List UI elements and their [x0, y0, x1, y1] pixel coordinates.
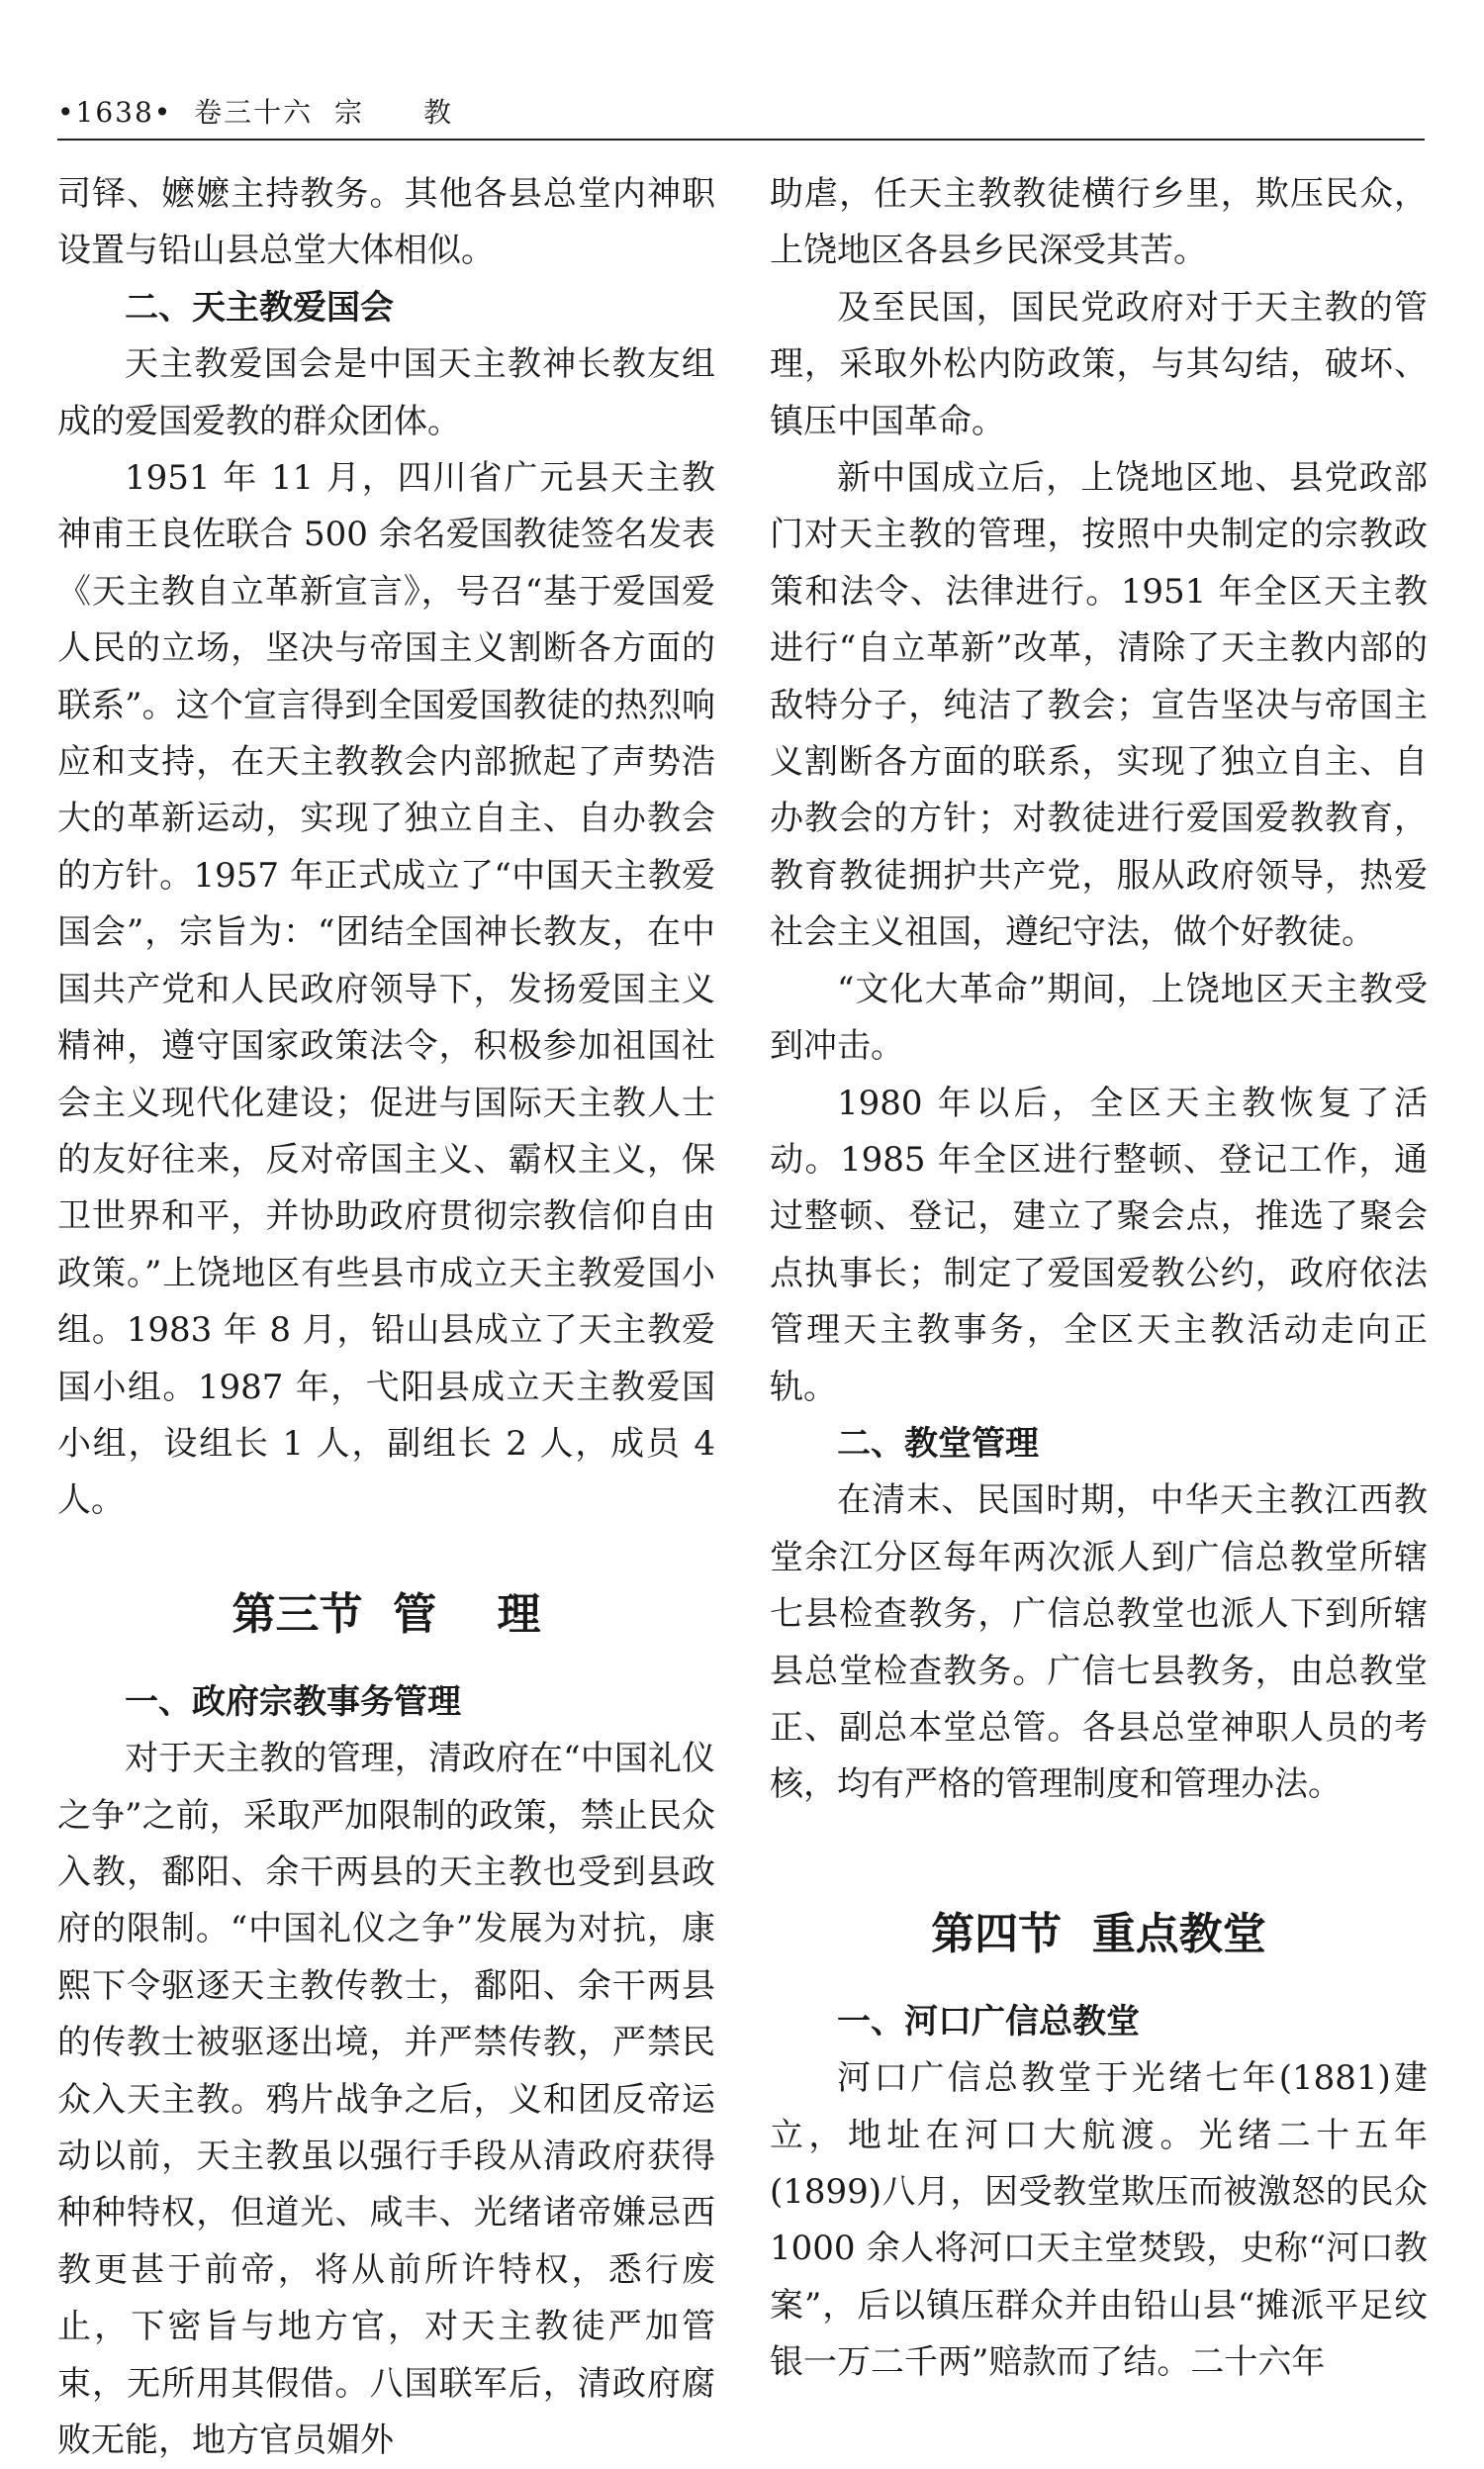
subheading-government-management: 一、政府宗教事务管理 [125, 1681, 461, 1722]
right-column [770, 166, 1428, 2392]
volume-label: 卷三十六 [194, 96, 314, 129]
paragraph: 司铎、嬷嬷主持教务。其他各县总堂内神职设置与铅山县总堂大体相似。 [57, 174, 715, 271]
paragraph: 河口广信总教堂于光绪七年(1881)建立，地址在河口大航渡。光绪二十五年(1899)八月，因受教堂欺压而被激怒的民众 1000 余人将河口天主堂焚毁，史称“河口教案”，后以镇压群众并由铅山县“摊派平足纹银一万二千两”赔款而了结。二十六年 [770, 2058, 1428, 2383]
paragraph: 对于天主教的管理，清政府在“中国礼仪之争”之前，采取严加限制的政策，禁止民众入教，鄱阳、余干两县的天主教也受到县政府的限制。“中国礼仪之争”发展为对抗，康熙下令驱逐天主教传教士，鄱阳、余干两县的传教士被驱逐出境，并严禁传教，严禁民众入天主教。鸦片战争之后，义和团反帝运动以前，天主教虽以强行手段从清政府获得种种特权，但道光、咸丰、光绪诸帝嫌忌西教更甚于前帝，将从前所许特权，悉行废止，下密旨与地方官，对天主教徒严加管束，无所用其假借。八国联军后，清政府腐败无能，地方官员媚外 [57, 1739, 715, 2461]
paragraph: 助虐，任天主教教徒横行乡里，欺压民众，上饶地区各县乡民深受其苦。 [770, 174, 1428, 271]
section-heading-management: 第三节 管 理 [232, 1588, 541, 1640]
subheading-hekou-church: 一、河口广信总教堂 [837, 2001, 1140, 2042]
paragraph: 1951 年 11 月，四川省广元县天主教神甫王良佐联合 500 余名爱国教徒签名发表《天主教自立革新宣言》，号召“基于爱国爱人民的立场，坚决与帝国主义割断各方面的联系”。这个宣言得到全国爱国教徒的热烈响应和支持，在天主教教会内部掀起了声势浩大的革新运动，实现了独立自主、自办教会的方针。1957 年正式成立了“中国天主教爱国会”，宗旨为：“团结全国神长教友，在中国共产党和人民政府领导下，发扬爱国主义精神，遵守国家政策法令，积极参加祖国社会主义现代化建设；促进与国际天主教人士的友好往来，反对帝国主义、霸权主义，保卫世界和平，并协助政府贯彻宗教信仰自由政策。”上饶地区有些县市成立天主教爱国小组。1983 年 8 月，铅山县成立了天主教爱国小组。1987 年，弋阳县成立天主教爱国小组，设组长 1 人，副组长 2 人，成员 4 人。 [57, 458, 715, 1521]
paragraph: “文化大革命”期间，上饶地区天主教受到冲击。 [770, 969, 1428, 1067]
running-header [57, 91, 453, 131]
subheading-patriotic-association: 二、天主教爱国会 [125, 287, 394, 328]
subject-label: 宗 教 [333, 96, 453, 129]
paragraph: 及至民国，国民党政府对于天主教的管理，采取外松内防政策，与其勾结，破坏、镇压中国革命。 [770, 287, 1428, 441]
header-rule [57, 139, 1425, 141]
subheading-church-management: 二、教堂管理 [837, 1423, 1039, 1464]
section-heading-key-churches: 第四节 重点教堂 [931, 1908, 1266, 1959]
paragraph: 1980 年以后，全区天主教恢复了活动。1985 年全区进行整顿、登记工作，通过整顿、登记，建立了聚会点，推选了聚会点执事长；制定了爱国爱教公约，政府依法管理天主教事务，全区天主教活动走向正轨。 [770, 1083, 1428, 1407]
paragraph: 天主教爱国会是中国天主教神长教友组成的爱国爱教的群众团体。 [57, 344, 715, 441]
paragraph: 新中国成立后，上饶地区地、县党政部门对天主教的管理，按照中央制定的宗教政策和法令、法律进行。1951 年全区天主教进行“自立革新”改革，清除了天主教内部的敌特分子，纯洁了教会；宣告坚决与帝国主义割断各方面的联系，实现了独立自主、自办教会的方针；对教徒进行爱国爱教教育，教育教徒拥护共产党，服从政府领导，热爱社会主义祖国，遵纪守法，做个好教徒。 [770, 458, 1428, 953]
paragraph: 在清末、民国时期，中华天主教江西教堂余江分区每年两次派人到广信总教堂所辖七县检查教务，广信总教堂也派人下到所辖县总堂检查教务。广信七县教务，由总教堂正、副总本堂总管。各县总堂神职人员的考核，均有严格的管理制度和管理办法。 [770, 1480, 1428, 1805]
left-column [57, 166, 715, 2469]
page-number: •1638• [57, 96, 173, 129]
